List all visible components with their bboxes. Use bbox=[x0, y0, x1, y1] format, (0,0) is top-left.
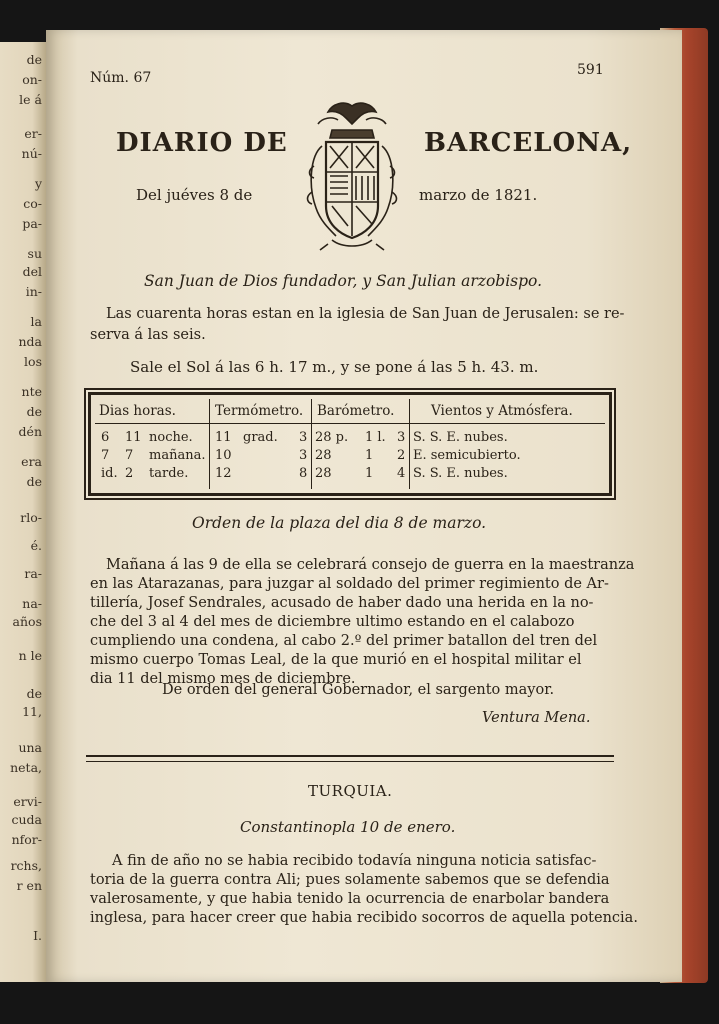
left-page-fragment: er- bbox=[24, 126, 42, 141]
left-page-margin bbox=[0, 42, 46, 982]
col-barometro: Barómetro. bbox=[317, 403, 395, 419]
left-page-fragment: una bbox=[18, 740, 42, 755]
orden-line: mismo cuerpo Tomas Leal, de la que murió en el hospital militar el bbox=[90, 652, 582, 668]
left-page-fragment: era bbox=[21, 454, 42, 469]
coat-of-arms-icon bbox=[292, 96, 412, 256]
orden-line: en las Atarazanas, para juzgar al soldado del primer regimiento de Ar- bbox=[90, 576, 609, 592]
orden-line: che del 3 al 4 del mes de diciembre ultimo estando en el calabozo bbox=[90, 614, 575, 630]
left-page-fragment: los bbox=[24, 354, 42, 369]
left-page-fragment: de bbox=[26, 686, 42, 701]
col-termometro: Termómetro. bbox=[215, 403, 304, 419]
left-page-fragment: on- bbox=[22, 72, 42, 87]
left-page-fragment: ra- bbox=[24, 566, 42, 581]
saints-of-day: San Juan de Dios fundador, y San Julian arzobispo. bbox=[144, 272, 543, 290]
page-number: 591 bbox=[577, 62, 604, 78]
left-page-fragment: nú- bbox=[21, 146, 42, 161]
section-heading: TURQUIA. bbox=[308, 782, 393, 800]
signature: Ventura Mena. bbox=[482, 710, 591, 726]
orden-title: Orden de la plaza del dia 8 de marzo. bbox=[192, 514, 487, 532]
date-left: Del juéves 8 de bbox=[136, 186, 253, 204]
left-page-fragment: nda bbox=[18, 334, 42, 349]
col-vientos: Vientos y Atmósfera. bbox=[431, 403, 573, 419]
article-line: A fin de año no se habia recibido todavía ninguna noticia satisfac- bbox=[112, 853, 597, 869]
left-page-fragment: rlo- bbox=[20, 510, 42, 525]
left-page-fragment: del bbox=[22, 264, 42, 279]
date-right: marzo de 1821. bbox=[419, 186, 538, 204]
left-page-fragment: dén bbox=[18, 424, 42, 439]
orden-line: tillería, Josef Sendrales, acusado de haber dado una herida en la no- bbox=[90, 595, 594, 611]
left-page-fragment: de bbox=[26, 404, 42, 419]
left-page-fragment: rchs, bbox=[10, 858, 42, 873]
left-page-fragment: nte bbox=[21, 384, 42, 399]
left-page-fragment: n le bbox=[18, 648, 42, 663]
left-page-fragment: le á bbox=[19, 92, 42, 107]
left-page-fragment: é. bbox=[30, 538, 42, 553]
left-page-fragment: su bbox=[27, 246, 42, 261]
article-line: valerosamente, y que habia tenido la ocurrencia de enarbolar bandera bbox=[90, 891, 610, 907]
left-page-fragment: in- bbox=[25, 284, 42, 299]
left-page-fragment: años bbox=[12, 614, 42, 629]
masthead-title-left: DIARIO DE bbox=[116, 128, 288, 158]
left-page-fragment: de bbox=[26, 474, 42, 489]
left-page-fragment: co- bbox=[23, 196, 42, 211]
left-page-fragment: nfor- bbox=[11, 832, 42, 847]
section-divider bbox=[86, 755, 614, 762]
left-page-fragment: r en bbox=[16, 878, 42, 893]
left-page-fragment: de bbox=[26, 52, 42, 67]
left-page-fragment: y bbox=[34, 176, 42, 191]
issue-number: Núm. 67 bbox=[90, 70, 152, 86]
orden-line: Mañana á las 9 de ella se celebrará consejo de guerra en la maestranza bbox=[106, 557, 635, 573]
article-line: inglesa, para hacer creer que habia recibido socorros de aquella potencia. bbox=[90, 910, 638, 926]
weather-table: Dias horas. Termómetro. Barómetro. Vientos y Atmósfera. 6 11 noche. 11 grad. 3 28 p. 1 l. 3 S. S. E. nubes. 7 7 mañana. 10 3 28 1 2 E. semicubierto. id. 2 tarde. 12 8 28 1 4 S. S. E. nubes. bbox=[88, 392, 612, 496]
orden-line: cumpliendo una condena, al cabo 2.º del primer batallon del tren del bbox=[90, 633, 598, 649]
orden-line: dia 11 del mismo mes de diciembre. bbox=[90, 671, 356, 687]
left-page-fragment: na- bbox=[22, 596, 42, 611]
dateline: Constantinopla 10 de enero. bbox=[240, 818, 456, 836]
orden-closing: De orden del general Gobernador, el sargento mayor. bbox=[162, 682, 555, 698]
forty-hours-line2: serva á las seis. bbox=[90, 327, 206, 343]
forty-hours-line1: Las cuarenta horas estan en la iglesia de San Juan de Jerusalen: se re- bbox=[106, 306, 625, 322]
masthead-title-right: BARCELONA, bbox=[424, 128, 633, 158]
left-page-fragment: pa- bbox=[22, 216, 42, 231]
sunrise-sunset: Sale el Sol á las 6 h. 17 m., y se pone á las 5 h. 43. m. bbox=[130, 358, 539, 376]
left-page-fragment: I. bbox=[33, 928, 42, 943]
left-page-fragment: 11, bbox=[22, 704, 42, 719]
left-page-fragment: cuda bbox=[11, 812, 42, 827]
left-page-fragment: la bbox=[30, 314, 42, 329]
left-page-fragment: neta, bbox=[10, 760, 42, 775]
left-page-fragment: ervi- bbox=[13, 794, 42, 809]
article-line: toria de la guerra contra Ali; pues solamente sabemos que se defendia bbox=[90, 872, 610, 888]
newspaper-page bbox=[46, 30, 682, 982]
col-dias-horas: Dias horas. bbox=[99, 403, 176, 419]
